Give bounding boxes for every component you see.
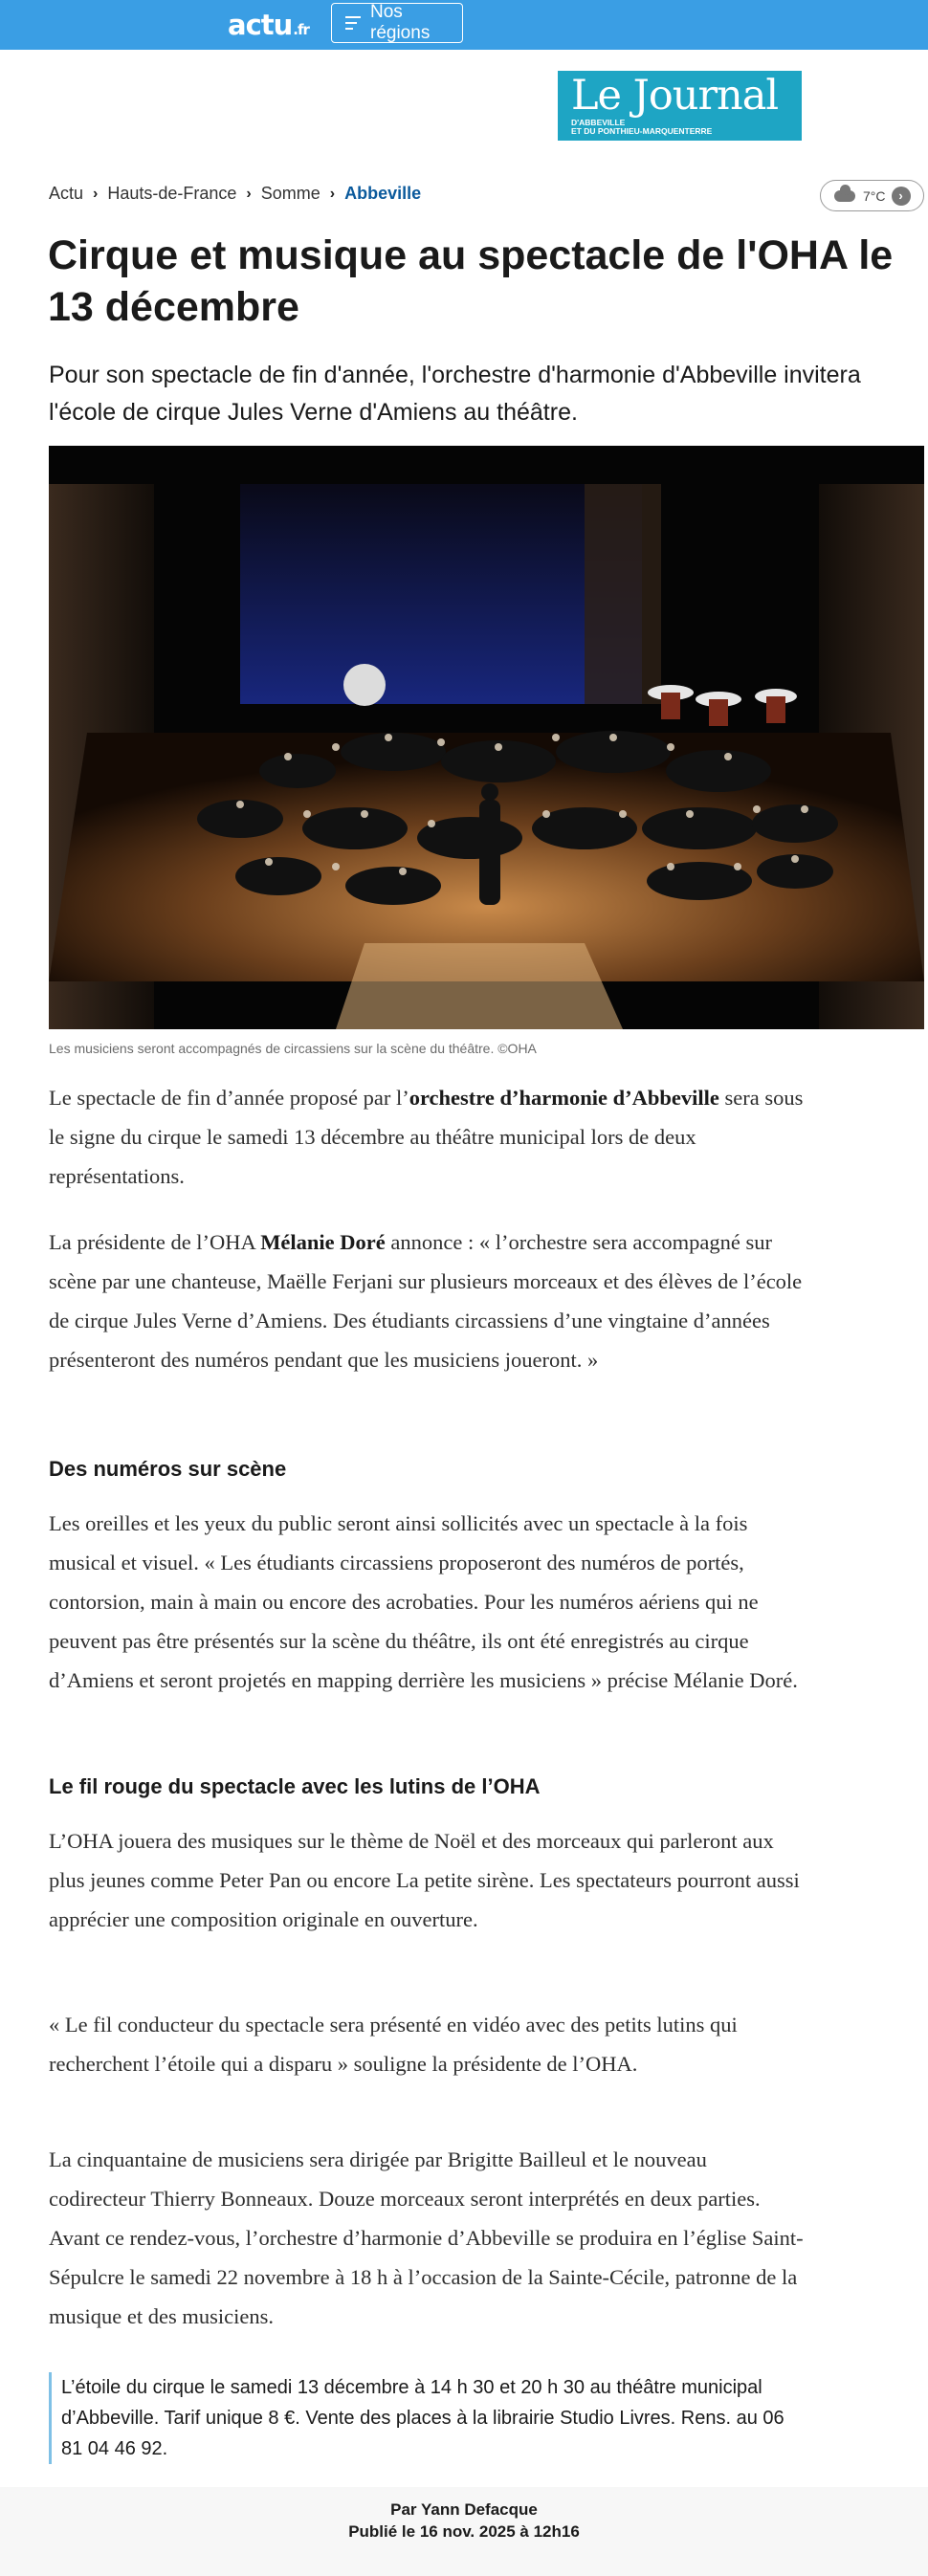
weather-widget[interactable] xyxy=(820,180,924,211)
logo-suffix-text: .fr xyxy=(293,21,309,38)
cloud-icon xyxy=(834,190,855,202)
article-paragraph-4: L’OHA jouera des musiques sur le thème de Noël et des morceaux qui parleront aux plus jeunes comme Peter Pan ou encore La petite sirène. Les spectateurs pourront aussi apprécier une composition originale en ouverture. xyxy=(49,1829,800,1931)
chevron-right-icon: › xyxy=(329,185,336,202)
chevron-right-icon: › xyxy=(93,185,99,202)
section-heading-2: Le fil rouge du spectacle avec les lutins de l’OHA xyxy=(49,1774,541,1798)
journal-logo-name: Le Journal xyxy=(571,72,779,120)
breadcrumb-item-hauts-de-france[interactable]: Hauts-de-France xyxy=(107,184,237,203)
chevron-right-icon: › xyxy=(246,185,252,202)
journal-logo-subtitle xyxy=(571,119,802,136)
breadcrumb xyxy=(49,184,421,204)
actu-logo[interactable] xyxy=(228,9,309,41)
menu-icon xyxy=(345,16,361,30)
top-navigation-bar xyxy=(0,0,928,50)
article-lede: Pour son spectacle de fin d'année, l'orchestre d'harmonie d'Abbeville invitera l'école de cirque Jules Verne d'Amiens au théâtre. xyxy=(49,362,861,426)
section-heading-1: Des numéros sur scène xyxy=(49,1457,287,1481)
article-paragraph-5: « Le fil conducteur du spectacle sera présenté en vidéo avec des petits lutins qui recherchent l’étoile qui a disparu » souligne la présidente de l’OHA. xyxy=(49,2013,738,2076)
chevron-right-circle-icon: › xyxy=(892,187,911,206)
regions-button-label: Nos régions xyxy=(370,2,431,43)
paragraph-text: annonce : « l’orchestre sera accompagné sur scène par une chanteuse, Maëlle Ferjani sur plusieurs morceaux et des élèves de l’école de cirque Jules Verne d’Amiens. Des étudiants circassiens d’une vingtaine d’années présenteront des numéros pendant que les musiciens joueront. » xyxy=(49,1230,803,1372)
breadcrumb-item-somme[interactable]: Somme xyxy=(260,184,320,203)
regions-menu-button[interactable] xyxy=(331,3,463,43)
article-title: Cirque et musique au spectacle de l'OHA le 13 décembre xyxy=(48,232,894,330)
article-byline xyxy=(0,2487,928,2576)
author-name: Par Yann Defacque xyxy=(390,2500,538,2519)
article-photo[interactable] xyxy=(49,446,924,1029)
article-paragraph-2 xyxy=(49,1222,805,1379)
breadcrumb-item-abbeville[interactable]: Abbeville xyxy=(344,184,422,203)
logo-main-text: actu xyxy=(228,9,293,41)
article-paragraph-6: La cinquantaine de musiciens sera dirigée par Brigitte Bailleul et le nouveau codirecteur Thierry Bonneaux. Douze morceaux seront interprétés en deux parties. Avant ce rendez-vous, l’orchestre d’harmonie d’Abbeville se produira en l’église Saint-Sépulcre le samedi 22 novembre à 18 h à l’occasion de la Sainte-Cécile, patronne de la musique et des musiciens. xyxy=(49,2147,804,2328)
journal-logo[interactable] xyxy=(558,71,802,141)
article-paragraph-1 xyxy=(49,1078,805,1196)
publish-date: Publié le 16 nov. 2025 à 12h16 xyxy=(348,2522,580,2541)
journal-subtitle-line2: ET DU PONTHIEU-MARQUENTERRE xyxy=(571,126,713,136)
photo-caption: Les musiciens seront accompagnés de circassiens sur la scène du théâtre. ©OHA xyxy=(49,1041,537,1056)
person-name: Mélanie Doré xyxy=(260,1230,386,1254)
paragraph-text: Le spectacle de fin d’année proposé par l’ xyxy=(49,1086,409,1110)
breadcrumb-item-actu[interactable]: Actu xyxy=(49,184,84,203)
event-info-box: L’étoile du cirque le samedi 13 décembre à 14 h 30 et 20 h 30 au théâtre municipal d’Abbeville. Tarif unique 8 €. Vente des places à la librairie Studio Livres. Rens. au 06 81 04 46 92. xyxy=(49,2372,805,2464)
weather-temperature: 7°C xyxy=(863,187,886,204)
paragraph-text: sera sous le signe du cirque le samedi 13 décembre au théâtre municipal lors de deux représentations. xyxy=(49,1086,804,1188)
journal-subtitle-line1: D'ABBEVILLE xyxy=(571,118,626,127)
orchestra-stage-image xyxy=(49,446,924,1029)
orchestra-link[interactable]: orchestre d’harmonie d’Abbeville xyxy=(409,1086,719,1110)
article-paragraph-3: Les oreilles et les yeux du public seront ainsi sollicités avec un spectacle à la fois musical et visuel. « Les étudiants circassiens proposeront des numéros de portés, contorsion, main à main ou encore des acrobaties. Pour les numéros aériens qui ne peuvent pas être présentés sur la scène du théâtre, ils ont été enregistrés au cirque d’Amiens et seront projetés en mapping derrière les musiciens » précise Mélanie Doré. xyxy=(49,1511,798,1692)
paragraph-text: La présidente de l’OHA xyxy=(49,1230,261,1254)
